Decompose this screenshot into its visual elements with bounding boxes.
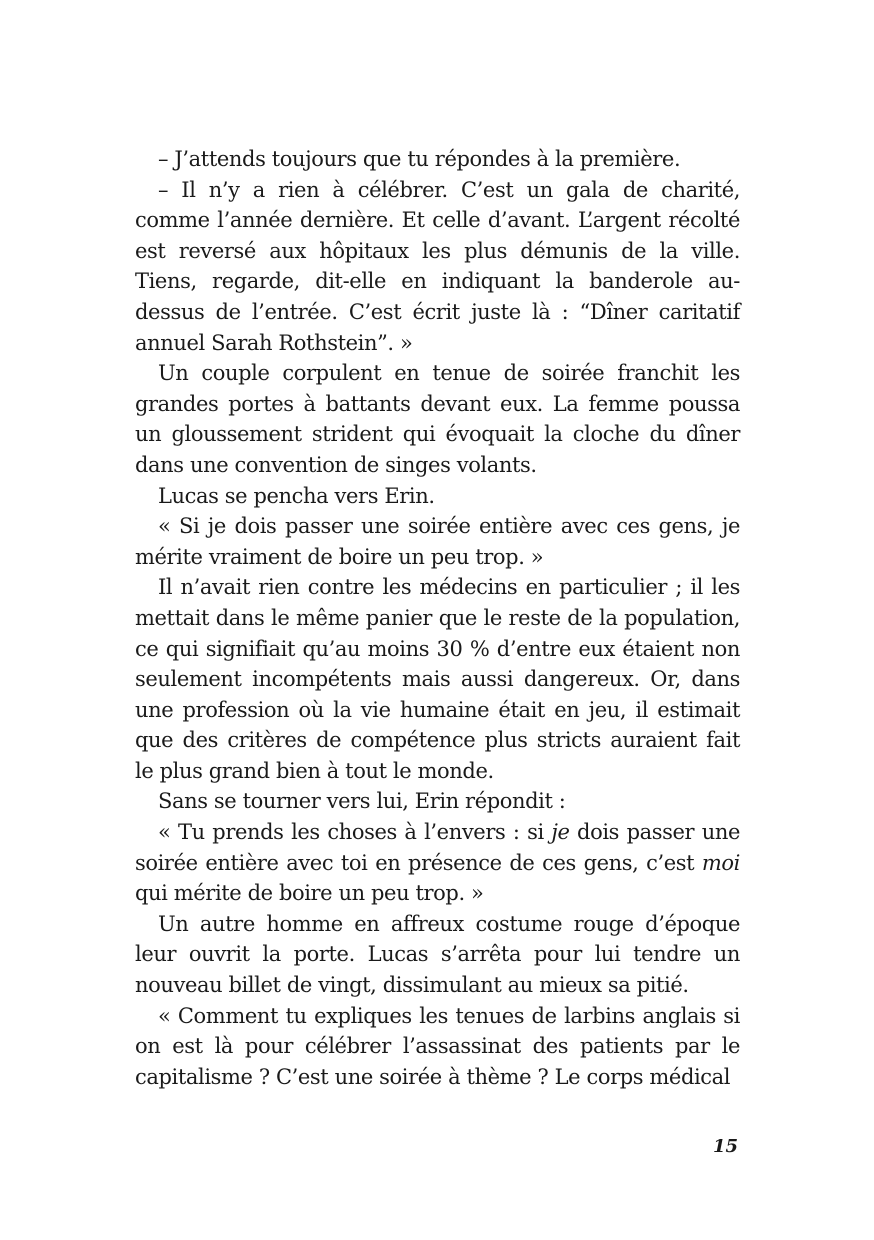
text-run: Il n’avait rien contre les médecins en particulier ; il les mettait dans le même panier que le reste de la population, ce qui signifiait qu’au moins 30 % d’entre eux étaient non seulement incompétents mais aussi dangereux. Or, dans une profession où la vie humaine était en jeu, il estimait que des critères de compétence plus stricts auraient fait le plus grand bien à tout le monde. bbox=[135, 575, 740, 783]
emphasized-text: je bbox=[551, 820, 570, 845]
text-run: Un autre homme en affreux costume rouge d’époque leur ouvrit la porte. Lucas s’arrêta pour lui tendre un nouveau billet de vingt, dissimulant au mieux sa pitié. bbox=[135, 911, 740, 998]
emphasized-text: moi bbox=[701, 850, 740, 875]
paragraph bbox=[135, 572, 740, 786]
text-run: Lucas se pencha vers Erin. bbox=[158, 483, 435, 508]
paragraph bbox=[135, 481, 740, 512]
text-run: – Il n’y a rien à célébrer. C’est un gala de charité, comme l’année dernière. Et celle d’avant. L’argent récolté est reversé aux hôpitaux les plus démunis de la ville. Tiens, regarde, dit-elle en indiquant la banderole au-dessus de l’entrée. C’est écrit juste là : “Dîner caritatif annuel Sarah Rothstein”. » bbox=[135, 177, 740, 355]
text-run: « Comment tu expliques les tenues de larbins anglais si on est là pour célébrer l’assassinat des patients par le capitalisme ? C’est une soirée à thème ? Le corps médical bbox=[135, 1003, 740, 1089]
paragraph bbox=[135, 144, 740, 175]
paragraph bbox=[135, 175, 740, 359]
text-run: dois passer une soirée entière avec toi en présence de ces gens, c’est bbox=[135, 820, 740, 875]
paragraph bbox=[135, 358, 740, 480]
text-run: « Si je dois passer une soirée entière avec ces gens, je mérite vraiment de boire un peu trop. » bbox=[135, 514, 740, 569]
body-text bbox=[135, 144, 740, 1092]
text-run: – J’attends toujours que tu répondes à la première. bbox=[158, 147, 681, 171]
paragraph bbox=[135, 786, 740, 817]
paragraph bbox=[135, 909, 740, 1001]
text-run: Sans se tourner vers lui, Erin répondit : bbox=[158, 789, 566, 814]
paragraph bbox=[135, 1001, 740, 1093]
text-run: qui mérite de boire un peu trop. » bbox=[135, 881, 484, 906]
page-number: 15 bbox=[712, 1136, 738, 1157]
text-run: Un couple corpulent en tenue de soirée franchit les grandes portes à battants devant eux. La femme poussa un gloussement strident qui évoquait la cloche du dîner dans une convention de singes volants. bbox=[135, 361, 740, 477]
paragraph bbox=[135, 817, 740, 909]
paragraph bbox=[135, 511, 740, 572]
text-run: « Tu prends les choses à l’envers : si bbox=[158, 820, 552, 845]
